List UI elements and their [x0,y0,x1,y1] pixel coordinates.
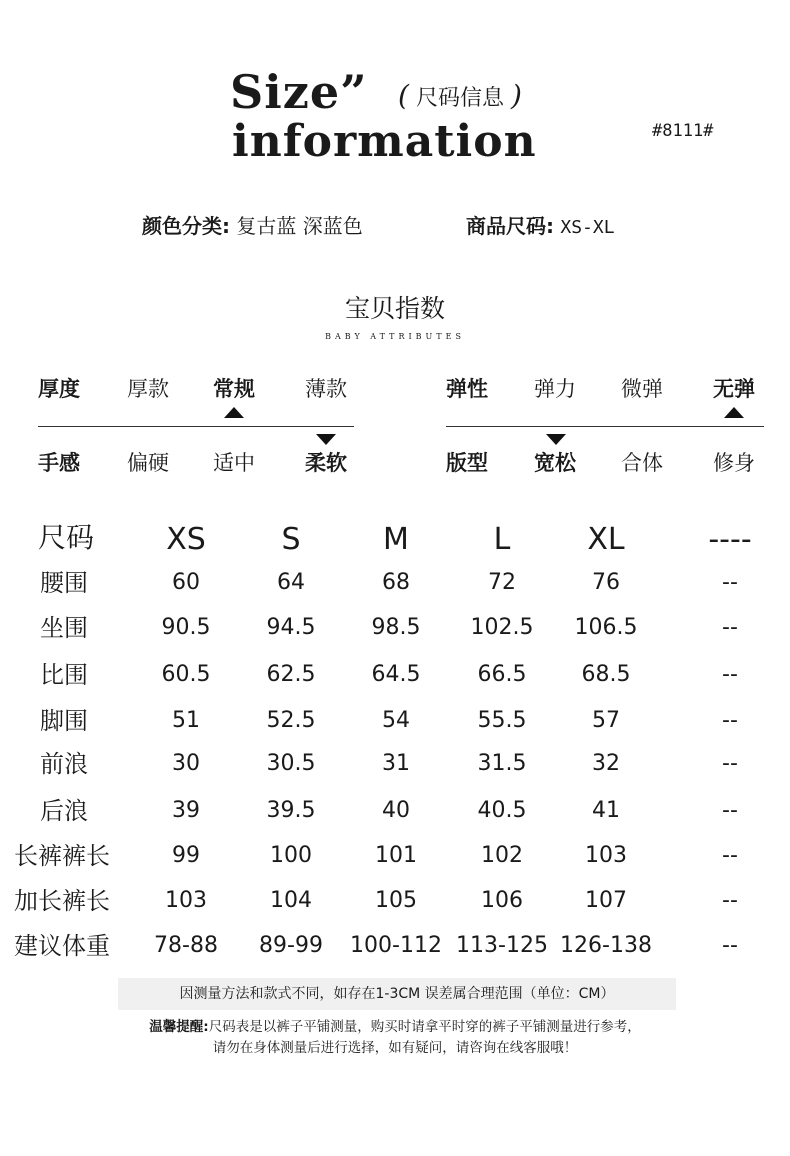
color-value: 复古蓝 深蓝色 [236,214,363,238]
thickness-option-thin: 薄款 [305,377,347,401]
size-row-label: 后浪 [40,797,88,825]
title-size: Size” [230,65,368,119]
size-cell: -- [722,933,738,958]
size-cell: 68.5 [581,662,631,687]
hand-feel-option-medium: 适中 [213,451,255,475]
size-cell: 60 [172,570,200,595]
fit-option-slim: 修身 [713,451,755,475]
size-cell: -- [722,615,738,640]
thickness-selected-marker-icon [224,407,244,418]
size-cell: 51 [172,708,200,733]
product-code: #8111# [652,121,714,141]
size-cell: 113-125 [456,933,548,958]
size-cell: 66.5 [477,662,527,687]
size-cell: 57 [592,708,620,733]
elasticity-label: 弹性 [446,377,488,401]
size-cell: 105 [375,888,417,913]
elasticity-option-none: 无弹 [713,377,755,401]
size-cell: 101 [375,843,417,868]
fit-label: 版型 [446,451,488,475]
size-column-s: S [281,522,301,557]
hand-feel-selected-marker-icon [316,434,336,445]
size-cell: 89-99 [259,933,323,958]
size-cell: 30.5 [266,751,316,776]
thickness-label: 厚度 [38,377,80,401]
measurement-note: 因测量方法和款式不同，如存在1-3CM 误差属合理范围（单位：CM） [179,986,615,1002]
size-cell: 106.5 [574,615,638,640]
subtitle [398,80,522,115]
size-cell: 31 [382,751,410,776]
color-label: 颜色分类: [142,214,230,238]
size-cell: 98.5 [371,615,421,640]
size-column-xs: XS [166,522,206,557]
elasticity-option-slight: 微弹 [621,377,663,401]
size-cell: 32 [592,751,620,776]
size-cell: 54 [382,708,410,733]
size-cell: 76 [592,570,620,595]
fit-option-loose: 宽松 [534,451,576,475]
subtitle-close-paren: ) [510,79,522,112]
elasticity-option-stretch: 弹力 [534,377,576,401]
size-cell: -- [722,662,738,687]
size-cell: 39 [172,798,200,823]
size-row-label: 脚围 [40,707,88,735]
size-cell: 39.5 [266,798,316,823]
size-row-label: 长裤裤长 [14,842,110,870]
size-cell: 52.5 [266,708,316,733]
size-cell: 68 [382,570,410,595]
size-cell: 78-88 [154,933,218,958]
size-cell: 72 [488,570,516,595]
size-value: XS-XL [560,217,615,238]
size-row-label: 比围 [40,661,88,689]
size-cell: 100-112 [350,933,442,958]
size-cell: 64.5 [371,662,421,687]
size-cell: -- [722,751,738,776]
hand-feel-label: 手感 [38,451,80,475]
size-cell: 90.5 [161,615,211,640]
subtitle-open-paren: ( [398,79,409,112]
elasticity-selected-marker-icon [724,407,744,418]
fit-selected-marker-icon [546,434,566,445]
size-cell: 31.5 [477,751,527,776]
size-cell: 30 [172,751,200,776]
thickness-option-thick: 厚款 [127,377,169,401]
size-cell: 102 [481,843,523,868]
tip-line-1 [0,1016,790,1038]
attributes-divider-left [38,426,354,427]
size-cell: 94.5 [266,615,316,640]
hand-feel-option-soft: 柔软 [305,451,347,475]
size-row-label: 前浪 [40,750,88,778]
size-row-label: 建议体重 [14,932,110,960]
attributes-title: 宝贝指数 [344,294,445,323]
size-cell: -- [722,708,738,733]
size-cell: 40.5 [477,798,527,823]
size-cell: 40 [382,798,410,823]
size-row-label: 加长裤长 [14,887,110,915]
size-cell: 41 [592,798,620,823]
size-cell: -- [722,798,738,823]
tip-line-2: 请勿在身体测量后进行选择，如有疑问，请咨询在线客服哦！ [212,1040,578,1056]
size-cell: -- [722,570,738,595]
size-cell: 107 [585,888,627,913]
size-cell: 104 [270,888,312,913]
size-cell: 64 [277,570,305,595]
size-cell: 102.5 [470,615,534,640]
size-row-label: 腰围 [40,569,88,597]
attributes-divider-right [446,426,764,427]
size-column-l: L [493,522,511,557]
size-cell: 103 [585,843,627,868]
tip-label: 温馨提醒: [149,1019,209,1035]
fit-option-regular: 合体 [621,451,663,475]
hand-feel-option-firm: 偏硬 [127,451,169,475]
size-cell: 60.5 [161,662,211,687]
attributes-subtitle: BABY ATTRIBUTES [325,332,465,341]
size-cell: 103 [165,888,207,913]
title-information: information [232,116,537,167]
thickness-option-regular: 常规 [213,377,255,401]
color-category [142,210,363,242]
size-row-label: 坐围 [40,614,88,642]
tip-text-1: 尺码表是以裤子平铺测量，购买时请拿平时穿的裤子平铺测量进行参考， [208,1019,641,1035]
size-column-xl: XL [587,522,625,557]
size-cell: 62.5 [266,662,316,687]
size-cell: -- [722,888,738,913]
size-label: 商品尺码: [466,214,554,238]
size-cell: 126-138 [560,933,652,958]
size-cell: -- [722,843,738,868]
size-column-placeholder: ---- [708,522,752,557]
subtitle-text: 尺码信息 [415,86,504,111]
size-table-corner: 尺码 [38,521,95,554]
size-cell: 106 [481,888,523,913]
size-column-m: M [383,522,409,557]
size-range [466,210,615,244]
size-cell: 55.5 [477,708,527,733]
size-cell: 100 [270,843,312,868]
size-cell: 99 [172,843,200,868]
